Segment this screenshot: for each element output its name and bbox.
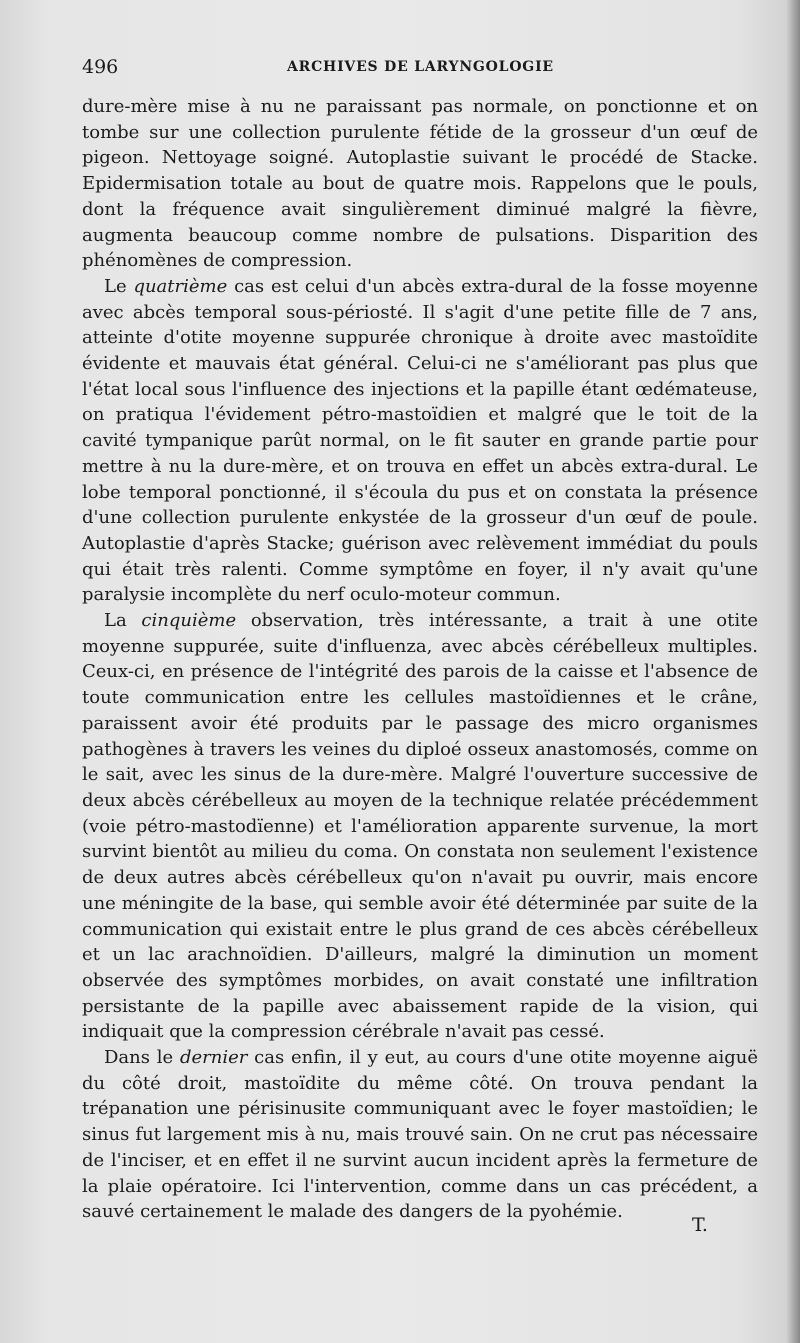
paragraph-text: cas est celui d'un abcès extra-dural de la fosse moyenne avec abcès temporal sous-périosté. Il s'agit d'une petite fille de 7 ans, atteinte d'otite moyenne suppurée chronique à droite avec mastoïdite évidente et mauvais état général. Celui-ci ne s'améliorant pas plus que l'état local sous l'influence des injections et la papille étant œdémateuse, on pratiqua l'évidement pétro-mastoïdien et malgré que le toit de la cavité tympanique parût normal, on le fit sauter en grande partie pour mettre à nu la dure-mère, et on trouva en effet un abcès extra-dural. Le lobe temporal ponctionné, il s'écoula du pus et on constata la présence d'une collection purulente enkystée de la grosseur d'un œuf de poule. Autoplastie d'après Stacke; guérison avec relèvement immédiat du pouls qui était très ralenti. Comme symptôme en foyer, il n'y avait qu'une paralysie incomplète du nerf oculo-moteur commun. [82,275,758,606]
paragraph-text: cas enfin, il y eut, au cours d'une otite moyenne aiguë du côté droit, mastoïdite du même côté. On trouva pendant la trépanation une périsinusite communiquant avec le foyer mastoïdien; le sinus fut largement mis à nu, mais trouvé sain. On ne crut pas nécessaire de l'inciser, et en effet il ne survint aucun incident après la fermeture de la plaie opératoire. Ici l'intervention, comme dans un cas précédent, a sauvé certainement le malade des dangers de la pyohémie. [82,1047,758,1223]
paragraph-text: Le [104,275,134,297]
page-number: 496 [82,56,119,78]
emphasized-text: dernier [179,1047,248,1069]
paragraph [82,608,758,1045]
article-body [82,94,758,1225]
page-header [82,52,756,82]
paragraph [82,94,758,274]
emphasized-text: quatrième [133,275,228,297]
paragraph-text: La [104,610,142,632]
emphasized-text: cinquième [141,610,237,632]
paragraph [82,1045,758,1225]
paragraph [82,274,758,608]
author-initial: T. [692,1214,708,1236]
paragraph-text: Dans le [104,1047,180,1069]
paragraph-text: dure-mère mise à nu ne paraissant pas normale, on ponctionne et on tombe sur une collection purulente fétide de la grosseur d'un œuf de pigeon. Nettoyage soigné. Autoplastie suivant le procédé de Stacke. Epidermisation totale au bout de quatre mois. Rappelons que le pouls, dont la fréquence avait singulièrement diminué malgré la fièvre, augmenta beaucoup comme nombre de pulsations. Disparition des phénomènes de compression. [82,96,758,272]
page-edge-shadow [786,0,800,1343]
paragraph-text: observation, très intéressante, a trait à une otite moyenne suppurée, suite d'influenza, avec abcès cérébelleux multiples. Ceux-ci, en présence de l'intégrité des parois de la caisse et l'absence de toute communication entre les cellules mastoïdiennes et le crâne, paraissent avoir été produits par le passage des micro organismes pathogènes à travers les veines du diploé osseux anastomosés, comme on le sait, avec les sinus de la dure-mère. Malgré l'ouverture successive de deux abcès cérébelleux au moyen de la technique relatée précédemment (voie pétro-mastodïenne) et l'amélioration apparente survenue, la mort survint bientôt au milieu du coma. On constata non seulement l'existence de deux autres abcès cérébelleux qu'on n'avait pu ouvrir, mais encore une méningite de la base, qui semble avoir été déterminée par suite de la communication qui existait entre le plus grand de ces abcès cérébelleux et un lac arachnoïdien. D'ailleurs, malgré la diminution un moment observée des symptômes morbides, on avait constaté une infiltration persistante de la papille avec abaissement rapide de la vision, qui indiquait que la compression cérébrale n'avait pas cessé. [82,610,759,1043]
running-title: ARCHIVES DE LARYNGOLOGIE [287,59,554,75]
